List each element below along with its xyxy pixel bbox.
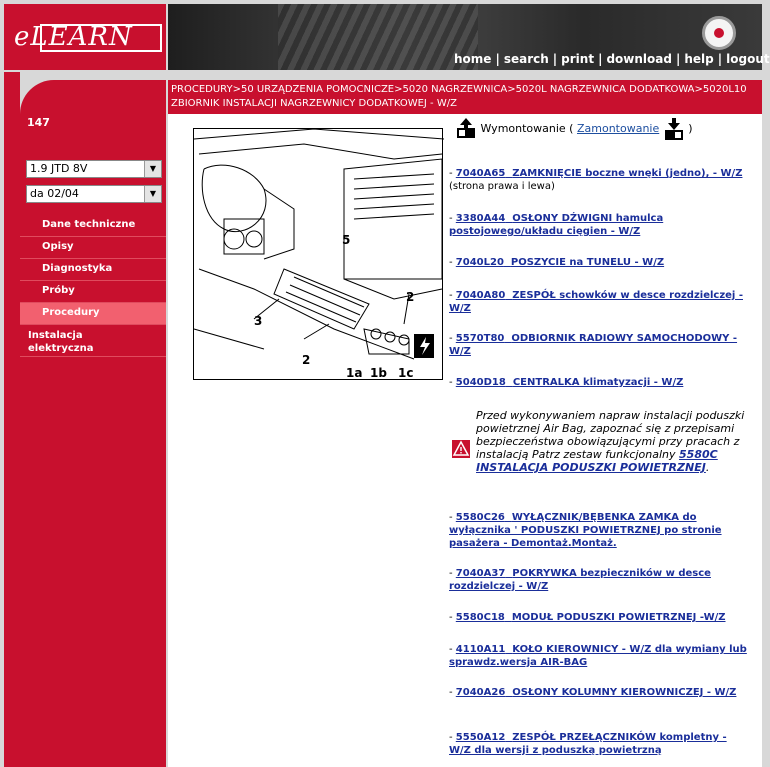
nav-search[interactable]: search: [503, 52, 549, 66]
procedure-link[interactable]: 5570T80 ODBIORNIK RADIOWY SAMOCHODOWY -W/Z: [449, 333, 738, 357]
nav-logout[interactable]: logout: [726, 52, 770, 66]
list-item: - 7040A65 ZAMKNIĘCIE boczne wnęki (jedno), - W/Z (strona prawa i lewa): [449, 168, 743, 192]
diagram-label-1c: 1c: [398, 366, 414, 380]
sidebar-header-curve: [20, 80, 166, 114]
sidebar-item-opisy[interactable]: Opisy: [20, 237, 166, 259]
chevron-down-icon[interactable]: ▼: [144, 186, 161, 202]
removal-install-toggle: Wymontowanie ( Zamontowanie ): [455, 118, 693, 140]
list-item: - 5550A12 ZESPÓŁ PRZEŁĄCZNIKÓW kompletny - W/Z dla wersji z poduszką powietrzną: [449, 732, 727, 756]
procedure-link[interactable]: 7040L20 POSZYCIE na TUNELU - W/Z: [455, 257, 665, 268]
logo-text: eLEARN: [14, 22, 133, 52]
sidebar-item-proby[interactable]: Próby: [20, 281, 166, 303]
list-item: - 5580C18 MODUŁ PODUSZKI POWIETRZNEJ -W/Z: [449, 612, 726, 623]
diagram-label-5: 5: [342, 233, 351, 247]
diagram-label-2a: 2: [302, 353, 311, 367]
date-select[interactable]: da 02/04 ▼: [26, 185, 162, 203]
procedure-link[interactable]: 4110A11 KOŁO KIEROWNICY - W/Z dla wymiany lub sprawdz.wersja AIR-BAG: [449, 644, 747, 668]
component-diagram: [193, 128, 443, 380]
procedure-link[interactable]: 7040A26 OSŁONY KOLUMNY KIEROWNICZEJ - W/Z: [455, 687, 737, 698]
diagram-label-1a: 1a: [346, 366, 363, 380]
nav-download[interactable]: download: [606, 52, 672, 66]
assembly-icon[interactable]: [663, 118, 685, 140]
list-item: - 7040A80 ZESPÓŁ schowków w desce rozdzielczej - W/Z: [449, 290, 743, 314]
diagram-drawing: [194, 129, 442, 379]
procedure-link[interactable]: 7040A37 POKRYWKA bezpieczników w desce rozdzielczej - W/Z: [449, 568, 711, 592]
sidebar-item-diagnostyka[interactable]: Diagnostyka: [20, 259, 166, 281]
diagram-label-1b: 1b: [370, 366, 387, 380]
list-item: - 7040A26 OSŁONY KOLUMNY KIEROWNICZEJ - W/Z: [449, 687, 737, 698]
list-item: - 5040D18 CENTRALKA klimatyzacji - W/Z: [449, 377, 684, 388]
list-item: - 5580C26 WYŁĄCZNIK/BĘBENKA ZAMKA do wyłącznika ' PODUSZKI POWIETRZNEJ po stronie pasażera - Demontaż.Montaż.: [449, 512, 722, 549]
airbag-installation-link[interactable]: 5580C INSTALACJA PODUSZKI POWIETRZNEJ: [476, 448, 718, 474]
procedure-link[interactable]: 5580C18 MODUŁ PODUSZKI POWIETRZNEJ -W/Z: [455, 612, 726, 623]
procedure-link[interactable]: 5580C26 WYŁĄCZNIK/BĘBENKA ZAMKA do wyłącznika ' PODUSZKI POWIETRZNEJ po stronie pasażera - Demontaż.Montaż.: [449, 512, 722, 549]
nav-help[interactable]: help: [684, 52, 714, 66]
procedure-link[interactable]: 3380A44 OSŁONY DŹWIGNI hamulca postojowego/układu cięgien - W/Z: [449, 213, 664, 237]
procedure-link[interactable]: 7040A65 ZAMKNIĘCIE boczne wnęki (jedno), - W/Z: [455, 168, 743, 179]
disassembly-icon[interactable]: [455, 118, 477, 140]
elearn-logo: [4, 4, 166, 70]
sidebar-item-instalacja-elektryczna[interactable]: Instalacja elektryczna: [20, 325, 166, 357]
diagram-label-2b: 2: [406, 290, 415, 304]
model-label: 147: [27, 116, 50, 129]
banner-graphic: [278, 4, 478, 70]
list-item: - 5570T80 ODBIORNIK RADIOWY SAMOCHODOWY -W/Z: [449, 333, 738, 357]
top-navigation: home | search | print | download | help | logout: [454, 52, 770, 66]
list-item: - 7040L20 POSZYCIE na TUNELU - W/Z: [449, 257, 665, 268]
warning-icon: [452, 440, 470, 458]
alfa-romeo-badge-icon: [702, 16, 736, 50]
sidebar: [20, 114, 166, 767]
list-item: - 4110A11 KOŁO KIEROWNICY - W/Z dla wymiany lub sprawdz.wersja AIR-BAG: [449, 644, 747, 668]
list-item: - 3380A44 OSŁONY DŹWIGNI hamulca postojowego/układu cięgien - W/Z: [449, 213, 664, 237]
procedure-link[interactable]: 7040A80 ZESPÓŁ schowków w desce rozdzielczej - W/Z: [449, 290, 743, 314]
wymontowanie-label: Wymontowanie (: [480, 122, 574, 135]
list-item: - 7040A37 POKRYWKA bezpieczników w desce rozdzielczej - W/Z: [449, 568, 711, 592]
sidebar-item-dane-techniczne[interactable]: Dane techniczne: [20, 215, 166, 237]
breadcrumb: PROCEDURY>50 URZĄDZENIA POMOCNICZE>5020 NAGRZEWNICA>5020L NAGRZEWNICA DODATKOWA>5020L10 ZBIORNIK INSTALACJI NAGRZEWNICY DODATKOWEJ - W/Z: [168, 80, 762, 114]
airbag-warning: Przed wykonywaniem napraw instalacji poduszki powietrznej Air Bag, zapoznać się z przepisami bezpieczeństwa obowiązującymi przy pracach z instalacją Patrz zestaw funkcjonalny 5580C INSTALACJA PODUSZKI POWIETRZNEJ.: [476, 409, 745, 474]
diagram-label-3: 3: [254, 314, 263, 328]
chevron-down-icon[interactable]: ▼: [144, 161, 161, 177]
nav-home[interactable]: home: [454, 52, 492, 66]
sidebar-item-procedury[interactable]: Procedury: [20, 303, 166, 325]
engine-select[interactable]: 1.9 JTD 8V ▼: [26, 160, 162, 178]
zamontowanie-link[interactable]: Zamontowanie: [576, 122, 660, 135]
procedure-link[interactable]: 5040D18 CENTRALKA klimatyzacji - W/Z: [455, 377, 684, 388]
left-red-band: [4, 72, 20, 767]
nav-print[interactable]: print: [561, 52, 595, 66]
procedure-link[interactable]: 5550A12 ZESPÓŁ PRZEŁĄCZNIKÓW kompletny - W/Z dla wersji z poduszką powietrzną: [449, 732, 727, 756]
